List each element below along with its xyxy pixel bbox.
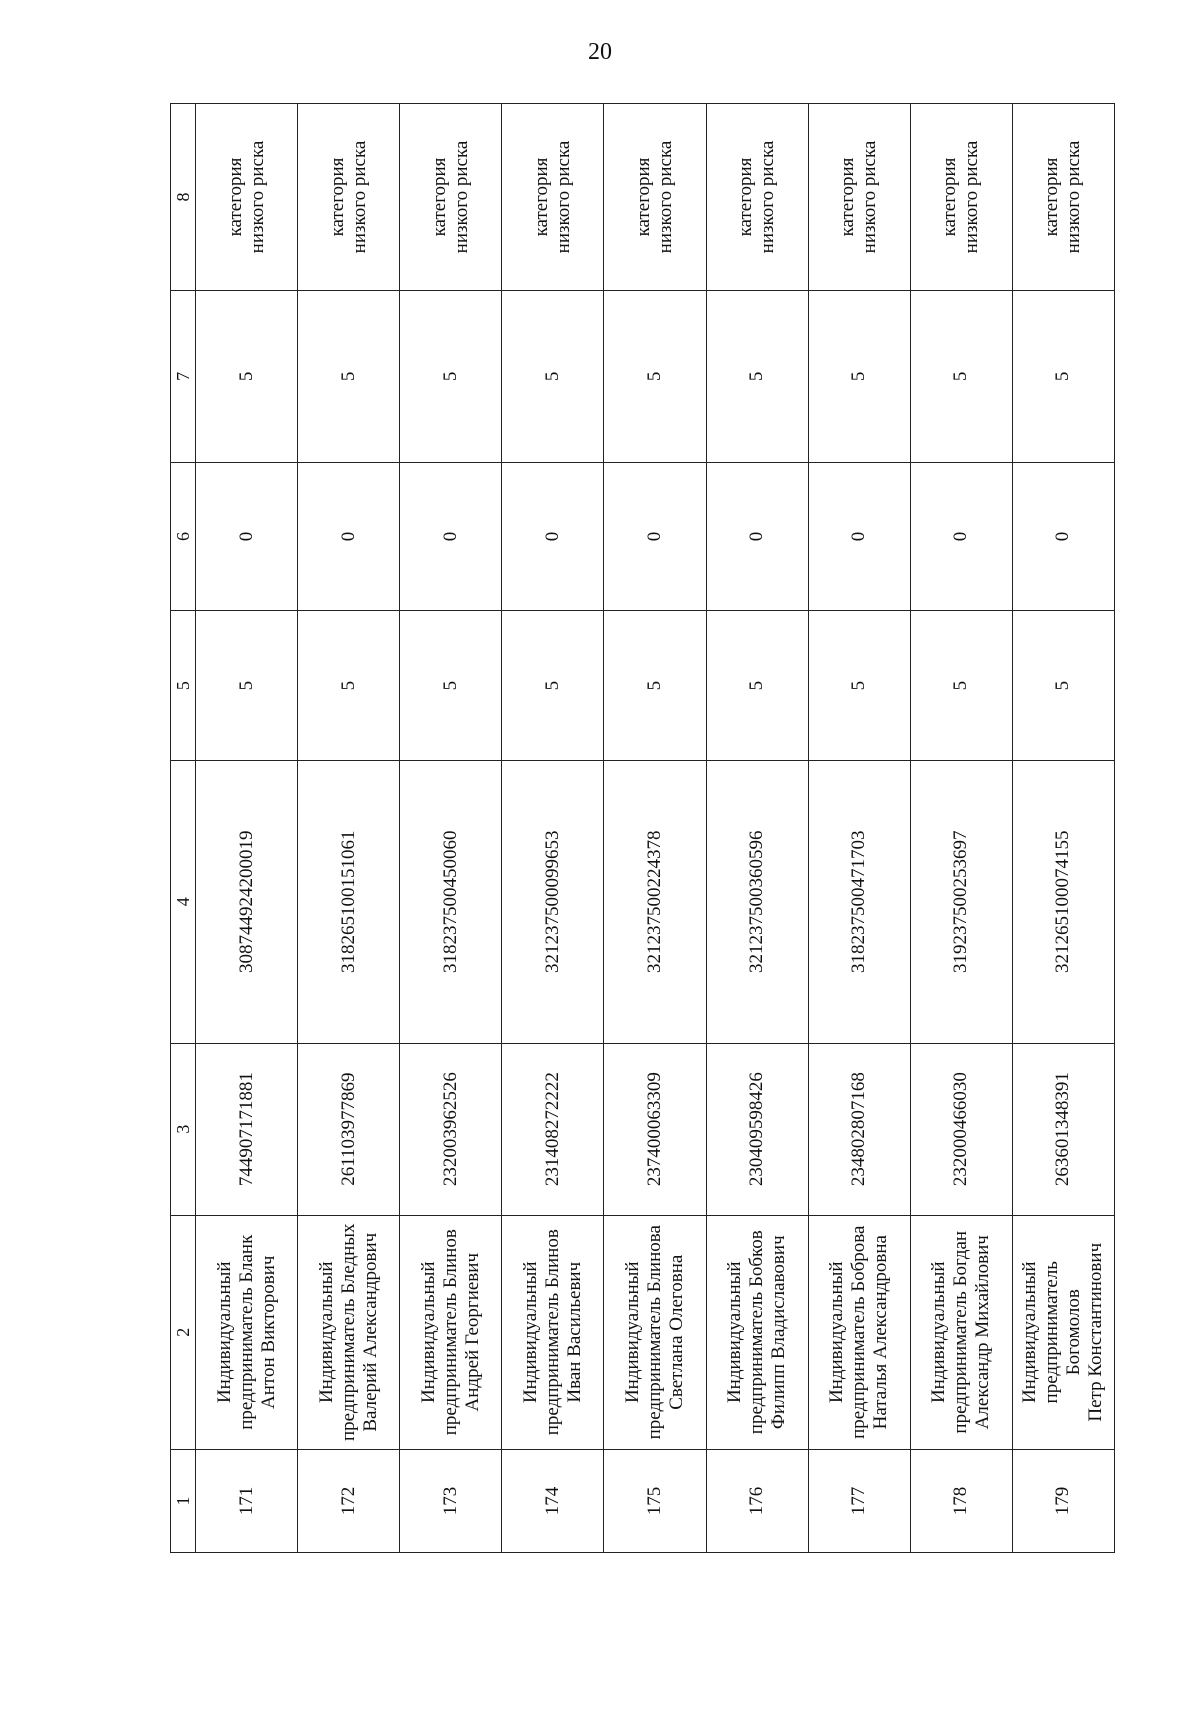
risk-category-line: низкого риска — [552, 140, 574, 254]
header-cell: 8 — [171, 104, 196, 291]
row-number-cell: 173 — [400, 1449, 502, 1552]
header-cell: 6 — [171, 462, 196, 611]
risk-category-cell — [808, 104, 910, 291]
value-cell-5: 5 — [1012, 611, 1114, 761]
risk-category-cell — [196, 104, 298, 291]
inn-cell: 231408272222 — [502, 1043, 604, 1215]
ogrnip-cell: 321237500224378 — [604, 760, 706, 1043]
value-cell-7: 5 — [706, 290, 808, 462]
entrepreneur-name-line: Индивидуальный — [213, 1261, 235, 1404]
entrepreneur-name-line: предприниматель Богомолов — [1041, 1261, 1085, 1404]
value-cell-6: 0 — [706, 462, 808, 611]
value-cell-5: 5 — [910, 611, 1012, 761]
value-cell-7: 5 — [604, 290, 706, 462]
risk-category-line: низкого риска — [450, 140, 472, 254]
table-row — [502, 104, 604, 1553]
entrepreneur-name-cell — [910, 1215, 1012, 1449]
entrepreneur-name-line: предприниматель Богдан — [950, 1230, 972, 1434]
value-cell-7: 5 — [1012, 290, 1114, 462]
value-cell-7: 5 — [298, 290, 400, 462]
risk-category-cell — [604, 104, 706, 291]
header-cell: 5 — [171, 611, 196, 761]
table-row — [400, 104, 502, 1553]
table-row — [298, 104, 400, 1553]
entrepreneur-name-line: Индивидуальный — [621, 1261, 643, 1404]
table-row — [196, 104, 298, 1553]
value-cell-6: 0 — [400, 462, 502, 611]
page-number: 20 — [588, 39, 612, 65]
value-cell-6: 0 — [1012, 462, 1114, 611]
value-cell-5: 5 — [502, 611, 604, 761]
value-cell-7: 5 — [400, 290, 502, 462]
value-cell-5: 5 — [196, 611, 298, 761]
table-body — [171, 104, 1115, 1553]
entrepreneur-name-line: Андрей Георгиевич — [461, 1253, 483, 1412]
inn-cell: 232000466030 — [910, 1043, 1012, 1215]
row-number-cell: 175 — [604, 1449, 706, 1552]
value-cell-5: 5 — [298, 611, 400, 761]
row-number-cell: 178 — [910, 1449, 1012, 1552]
entrepreneur-name-line: Петр Константинович — [1085, 1242, 1107, 1422]
risk-category-cell — [400, 104, 502, 291]
entrepreneur-name-cell — [298, 1215, 400, 1449]
risk-category-cell — [1012, 104, 1114, 291]
risk-category-line: категория — [735, 157, 757, 237]
ogrnip-cell: 318265100151061 — [298, 760, 400, 1043]
ogrnip-cell: 321237500099653 — [502, 760, 604, 1043]
entrepreneur-name-line: Индивидуальный — [417, 1261, 439, 1404]
risk-category-line: низкого риска — [246, 140, 268, 254]
header-cell: 1 — [171, 1449, 196, 1552]
ogrnip-cell: 319237500253697 — [910, 760, 1012, 1043]
table-row — [604, 104, 706, 1553]
risk-category-line: категория — [530, 157, 552, 237]
entrepreneur-name-line: Иван Васильевич — [563, 1261, 585, 1403]
entrepreneur-name-line: Индивидуальный — [724, 1261, 746, 1404]
risk-category-line: низкого риска — [348, 140, 370, 254]
entrepreneur-name-line: предприниматель Блинова — [643, 1225, 665, 1440]
value-cell-6: 0 — [196, 462, 298, 611]
entrepreneur-name-line: Индивидуальный — [519, 1261, 541, 1404]
value-cell-6: 0 — [604, 462, 706, 611]
inn-cell: 234802807168 — [808, 1043, 910, 1215]
row-number-cell: 177 — [808, 1449, 910, 1552]
table-row — [910, 104, 1012, 1553]
row-number-cell: 176 — [706, 1449, 808, 1552]
entrepreneur-name-line: Индивидуальный — [826, 1261, 848, 1404]
table-header-row — [171, 104, 196, 1553]
row-number-cell: 179 — [1012, 1449, 1114, 1552]
risk-category-line: низкого риска — [1063, 140, 1085, 254]
entrepreneur-name-line: Индивидуальный — [928, 1261, 950, 1404]
entrepreneur-name-cell — [400, 1215, 502, 1449]
header-cell: 7 — [171, 290, 196, 462]
value-cell-5: 5 — [706, 611, 808, 761]
value-cell-5: 5 — [604, 611, 706, 761]
entrepreneur-name-line: Филипп Владиславович — [768, 1235, 790, 1430]
entrepreneur-name-line: Индивидуальный — [315, 1261, 337, 1404]
value-cell-6: 0 — [298, 462, 400, 611]
value-cell-6: 0 — [910, 462, 1012, 611]
inn-cell: 263601348391 — [1012, 1043, 1114, 1215]
risk-category-line: категория — [326, 157, 348, 237]
entrepreneur-name-line: Светлана Олеговна — [665, 1254, 687, 1410]
header-cell: 4 — [171, 760, 196, 1043]
entrepreneur-name-line: предприниматель Блинов — [541, 1229, 563, 1436]
risk-category-line: категория — [837, 157, 859, 237]
entrepreneur-name-cell — [1012, 1215, 1114, 1449]
ogrnip-cell: 308744924200019 — [196, 760, 298, 1043]
value-cell-6: 0 — [502, 462, 604, 611]
ogrnip-cell: 321237500360596 — [706, 760, 808, 1043]
inn-cell: 744907171881 — [196, 1043, 298, 1215]
risk-category-cell — [298, 104, 400, 291]
entrepreneur-name-cell — [604, 1215, 706, 1449]
risk-category-cell — [910, 104, 1012, 291]
inn-cell: 230409598426 — [706, 1043, 808, 1215]
inn-cell: 261103977869 — [298, 1043, 400, 1215]
ogrnip-cell: 318237500450060 — [400, 760, 502, 1043]
inn-cell: 232003962526 — [400, 1043, 502, 1215]
value-cell-7: 5 — [808, 290, 910, 462]
header-cell: 2 — [171, 1215, 196, 1449]
entrepreneur-name-line: Валерий Александрович — [359, 1232, 381, 1432]
entrepreneur-name-line: предприниматель Бледных — [337, 1223, 359, 1442]
risk-category-line: категория — [632, 157, 654, 237]
entrepreneur-name-line: Антон Викторович — [257, 1255, 279, 1409]
entrepreneur-name-line: предприниматель Боброва — [848, 1225, 870, 1439]
risk-category-line: низкого риска — [757, 140, 779, 254]
risk-category-line: категория — [224, 157, 246, 237]
inn-cell: 237400063309 — [604, 1043, 706, 1215]
risk-category-line: категория — [1041, 157, 1063, 237]
risk-category-line: низкого риска — [961, 140, 983, 254]
risk-category-line: категория — [939, 157, 961, 237]
risk-category-line: категория — [428, 157, 450, 237]
table-row — [1012, 104, 1114, 1553]
header-cell: 3 — [171, 1043, 196, 1215]
entrepreneur-name-cell — [196, 1215, 298, 1449]
table-row — [808, 104, 910, 1553]
risk-category-line: низкого риска — [654, 140, 676, 254]
row-number-cell: 174 — [502, 1449, 604, 1552]
risk-category-line: низкого риска — [859, 140, 881, 254]
table-row — [706, 104, 808, 1553]
entrepreneur-name-cell — [706, 1215, 808, 1449]
entrepreneur-name-cell — [502, 1215, 604, 1449]
value-cell-5: 5 — [808, 611, 910, 761]
value-cell-6: 0 — [808, 462, 910, 611]
entrepreneur-name-line: предприниматель Бланк — [235, 1234, 257, 1430]
entrepreneur-name-line: Наталья Александровна — [870, 1235, 892, 1430]
entrepreneur-name-cell — [808, 1215, 910, 1449]
ogrnip-cell: 321265100074155 — [1012, 760, 1114, 1043]
value-cell-7: 5 — [910, 290, 1012, 462]
entrepreneur-name-line: предприниматель Бобков — [746, 1230, 768, 1435]
risk-category-cell — [502, 104, 604, 291]
entrepreneur-name-line: предприниматель Блинов — [439, 1229, 461, 1436]
registry-table — [170, 103, 1115, 1553]
ogrnip-cell: 318237500471703 — [808, 760, 910, 1043]
risk-category-cell — [706, 104, 808, 291]
entrepreneur-name-line: Александр Михайлович — [972, 1235, 994, 1430]
row-number-cell: 171 — [196, 1449, 298, 1552]
value-cell-7: 5 — [196, 290, 298, 462]
entrepreneur-name-line: Индивидуальный — [1019, 1261, 1041, 1404]
value-cell-5: 5 — [400, 611, 502, 761]
value-cell-7: 5 — [502, 290, 604, 462]
row-number-cell: 172 — [298, 1449, 400, 1552]
